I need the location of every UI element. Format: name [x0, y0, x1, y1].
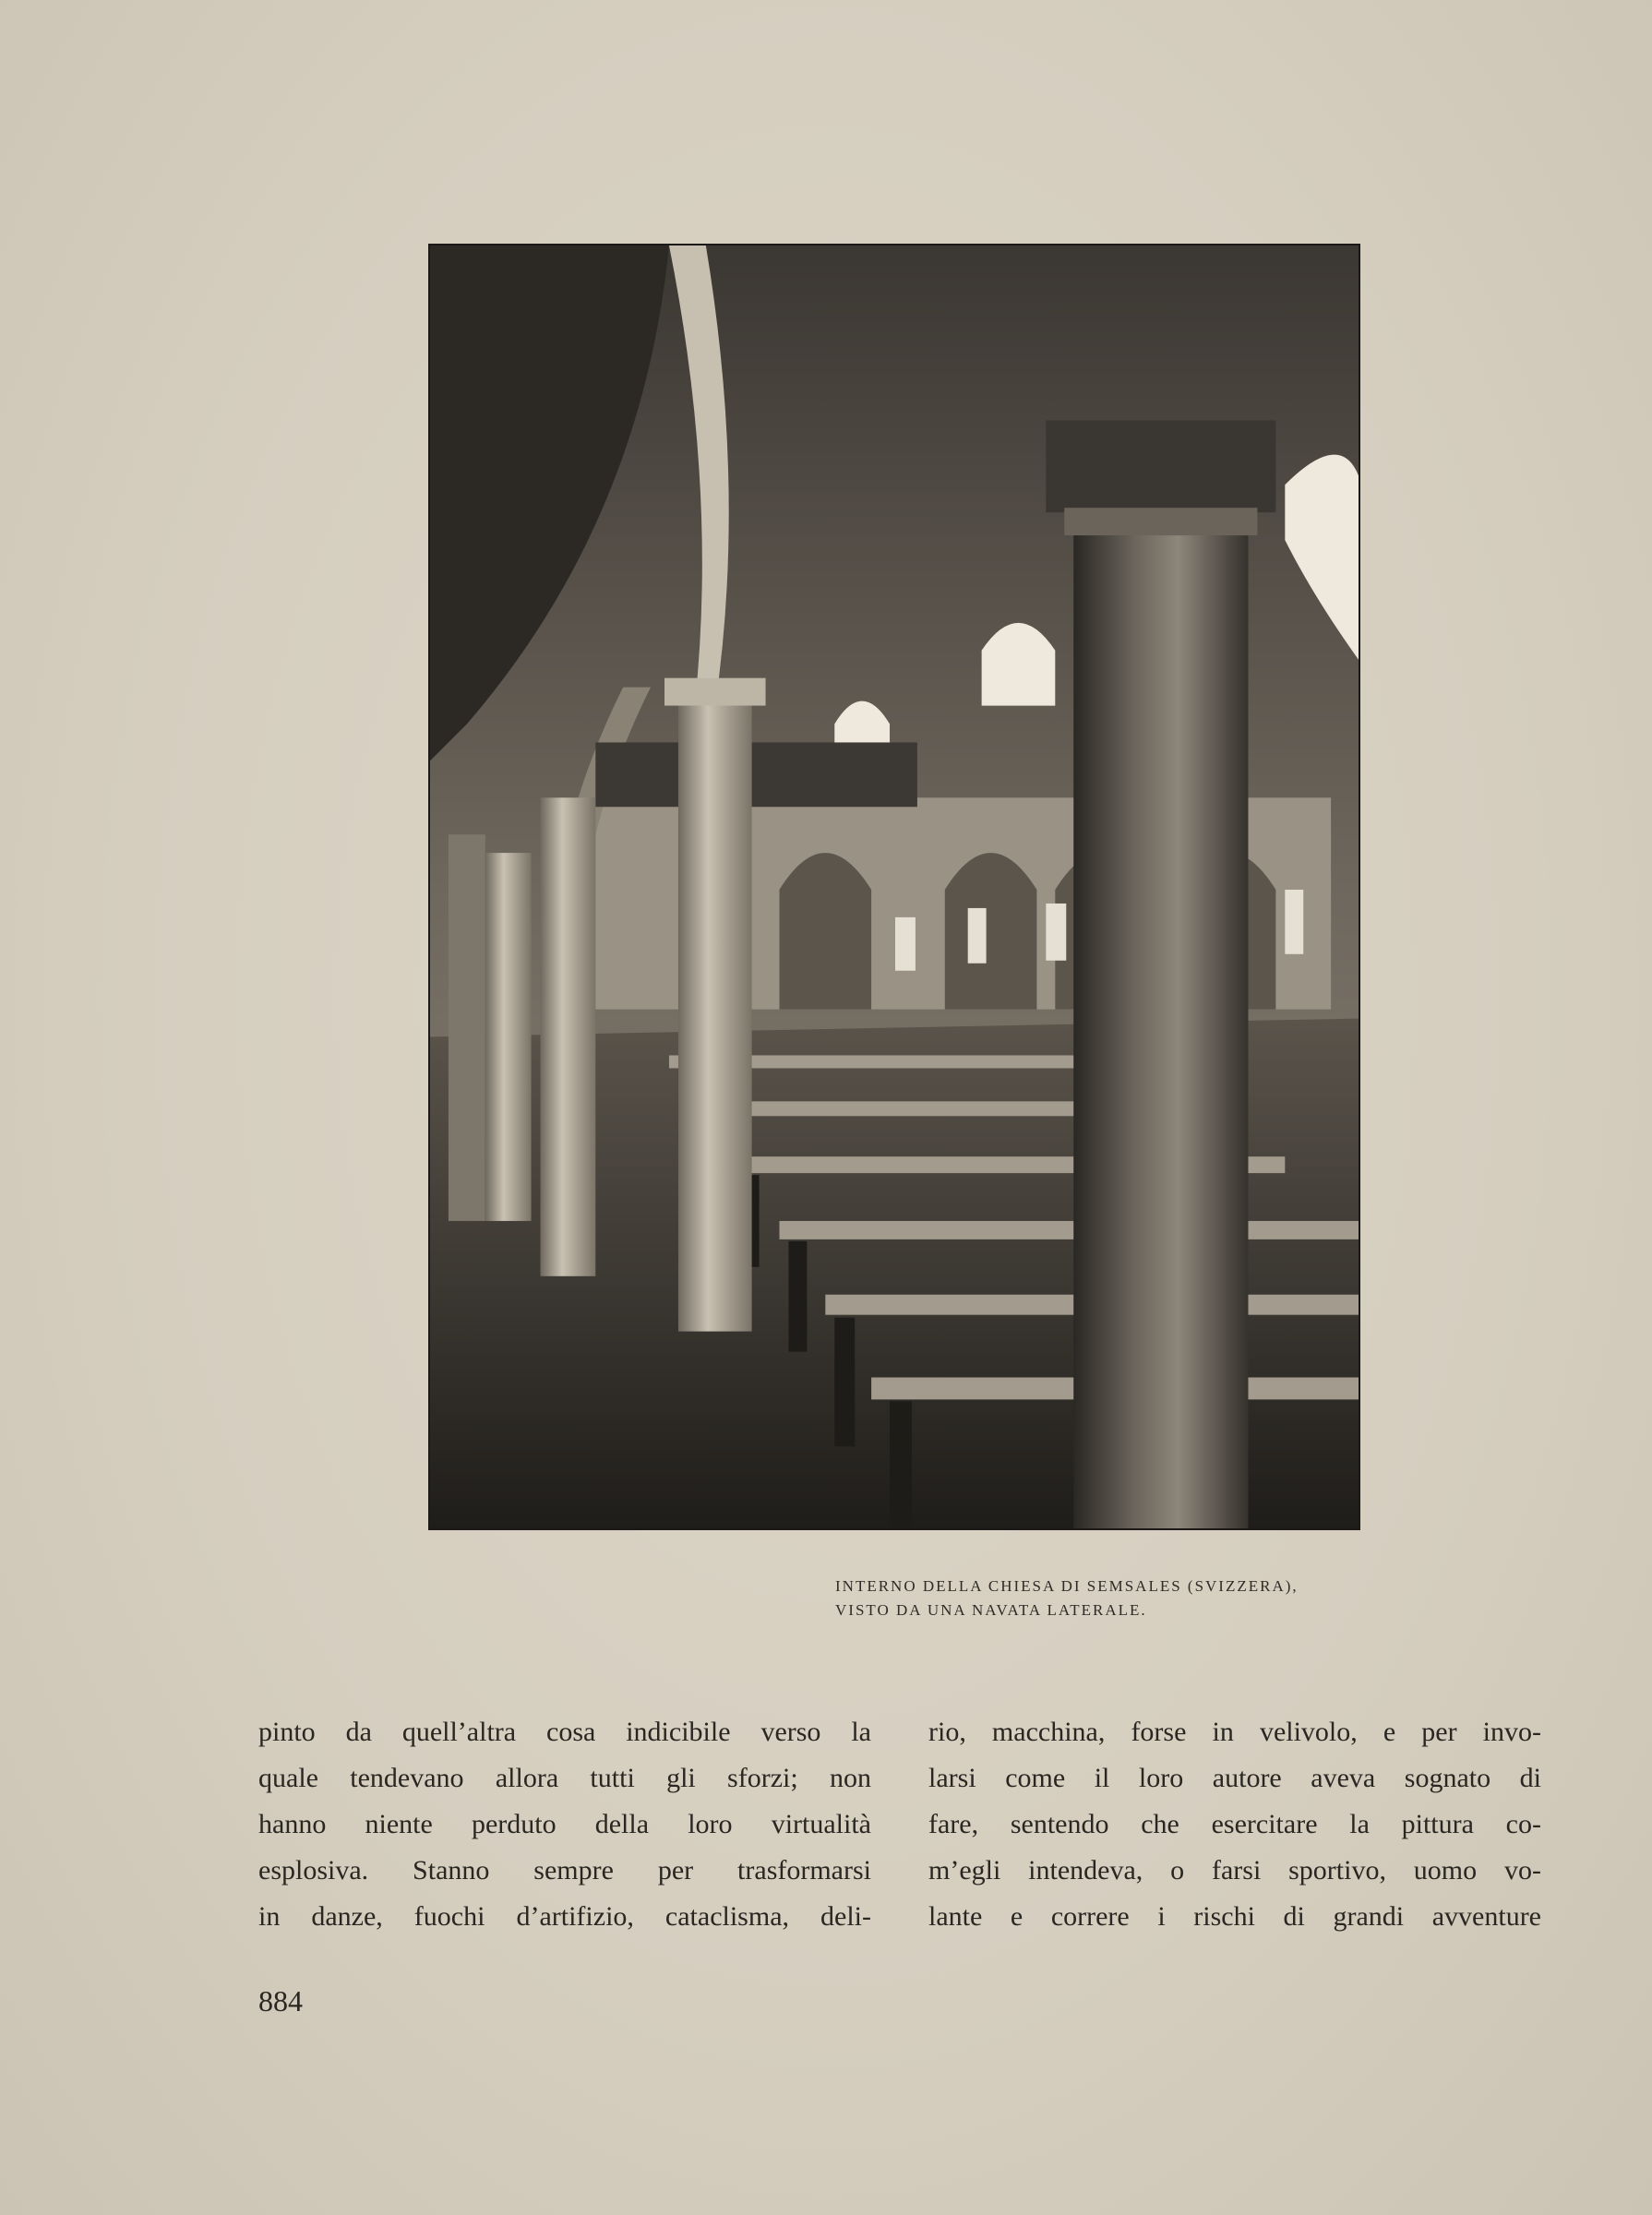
text-line: m’egli intendeva, o farsi sportivo, uomo vo- [928, 1855, 1541, 1886]
church-interior-illustration [430, 245, 1359, 1528]
text-line: hanno niente perduto della loro virtualità [258, 1809, 871, 1839]
text-line: in danze, fuochi d’artifizio, cataclisma, deli- [258, 1901, 871, 1932]
text-line: lante e correre i rischi di grandi avventure [928, 1901, 1541, 1932]
body-text-left-column [258, 1709, 871, 1940]
text-line: quale tendevano allora tutti gli sforzi; non [258, 1763, 871, 1793]
caption-line-1: INTERNO DELLA CHIESA DI SEMSALES (SVIZZERA), [835, 1577, 1299, 1595]
body-text-right-column [928, 1709, 1541, 1940]
page-number: 884 [258, 1984, 303, 2017]
text-line: rio, macchina, forse in velivolo, e per invo- [928, 1717, 1541, 1747]
text-line: fare, sentendo che esercitare la pittura co- [928, 1809, 1541, 1839]
text-line: pinto da quell’altra cosa indicibile verso la [258, 1717, 871, 1747]
text-line: larsi come il loro autore aveva sognato di [928, 1763, 1541, 1793]
text-line: esplosiva. Stanno sempre per trasformarsi [258, 1855, 871, 1886]
figure-caption [835, 1574, 1352, 1622]
church-interior-photo [428, 244, 1360, 1530]
caption-line-2: VISTO DA UNA NAVATA LATERALE. [835, 1601, 1147, 1619]
